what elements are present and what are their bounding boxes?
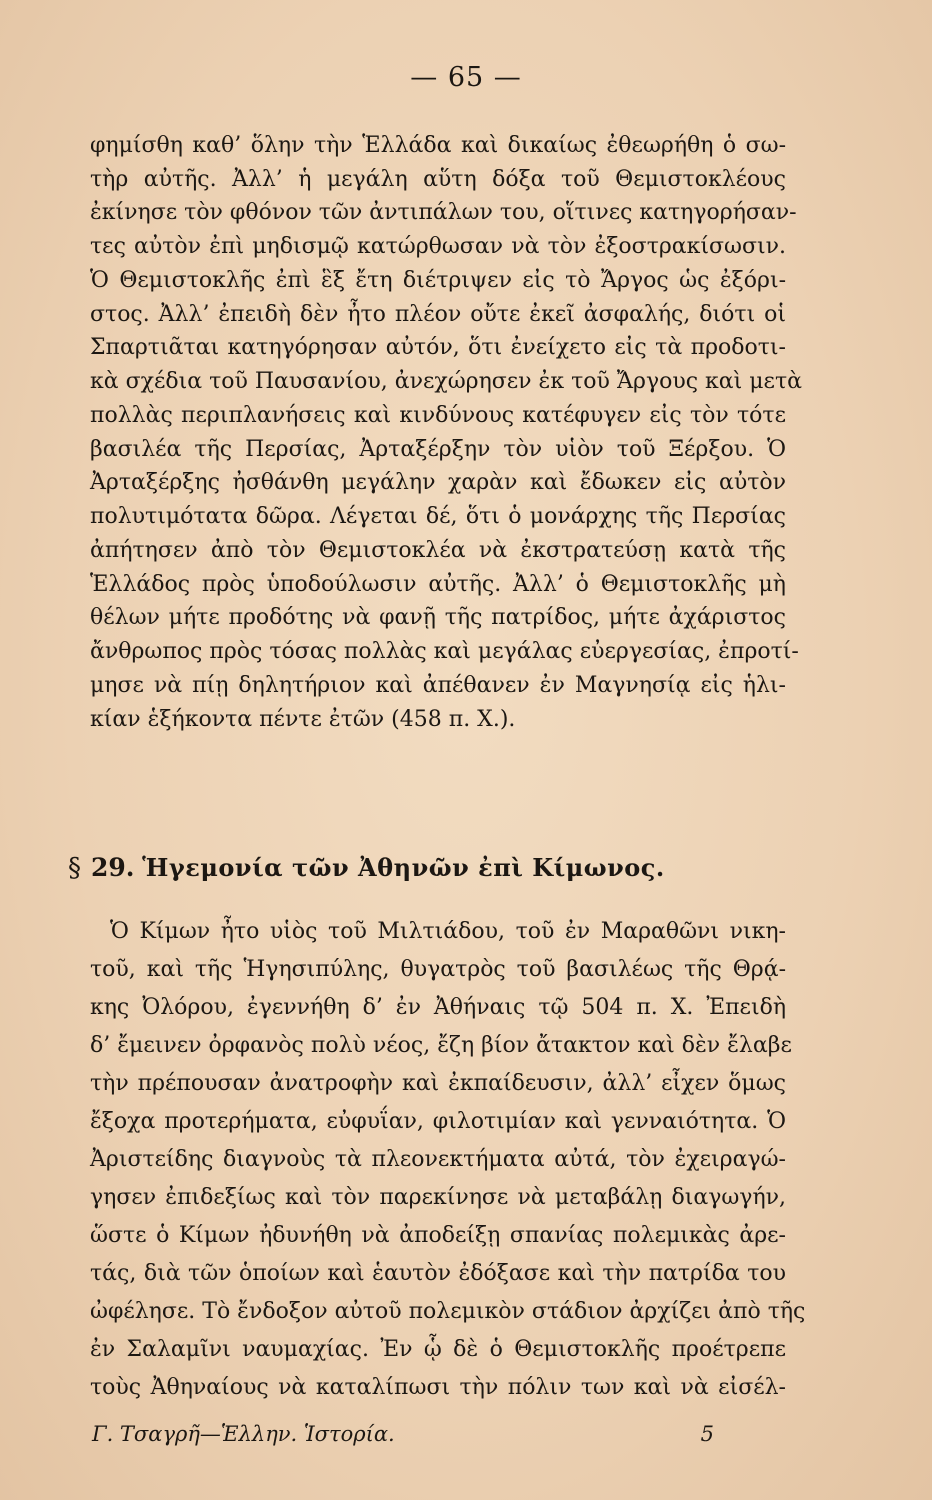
text-line: κὰ σχέδια τοῦ Παυσανίου, ἀνεχώρησεν ἐκ τοῦ Ἄργους καὶ μετὰ [90, 369, 802, 394]
text-line: βασιλέα τῆς Περσίας, Ἀρταξέρξην τὸν υἱὸν τοῦ Ξέρξου. Ὁ [90, 437, 786, 462]
page-number: — 65 — [410, 62, 522, 93]
text-line: ἔξοχα προτερήματα, εὐφυΐαν, φιλοτιμίαν καὶ γενναιότητα. Ὁ [90, 1109, 786, 1134]
text-line: κης Ὀλόρου, ἐγεννήθη δ’ ἐν Ἀθήναις τῷ 504 π. Χ. Ἐπειδὴ [90, 995, 786, 1020]
text-line: τοῦ, καὶ τῆς Ἡγησιπύλης, θυγατρὸς τοῦ βασιλέως τῆς Θρᾴ- [90, 957, 786, 982]
text-line: ὠφέλησε. Τὸ ἔνδοξον αὐτοῦ πολεμικὸν στάδιον ἀρχίζει ἀπὸ τῆς [90, 1299, 806, 1324]
section-title: Ἡγεμονία τῶν Ἀθηνῶν ἐπὶ Κίμωνος. [142, 853, 665, 882]
text-line: ἀπήτησεν ἀπὸ τὸν Θεμιστοκλέα νὰ ἐκστρατεύσῃ κατὰ τῆς [90, 538, 786, 563]
text-line: τὴρ αὐτῆς. Ἀλλ’ ἡ μεγάλη αὕτη δόξα τοῦ Θεμιστοκλέους [90, 167, 786, 192]
text-line: τες αὐτὸν ἐπὶ μηδισμῷ κατώρθωσαν νὰ τὸν ἐξοστρακίσωσιν. [90, 234, 786, 259]
text-line: ὥστε ὁ Κίμων ἠδυνήθη νὰ ἀποδείξῃ σπανίας πολεμικὰς ἀρε- [90, 1223, 786, 1248]
section-number: 29. [91, 853, 135, 882]
text-line: μησε νὰ πίῃ δηλητήριον καὶ ἀπέθανεν ἐν Μαγνησίᾳ εἰς ἡλι- [90, 673, 786, 698]
text-line: Ὁ Κίμων ἦτο υἱὸς τοῦ Μιλτιάδου, τοῦ ἐν Μαραθῶνι νικη- [110, 919, 786, 944]
signature-mark: 5 [700, 1422, 714, 1446]
section-heading [68, 852, 768, 884]
text-line: τὴν πρέπουσαν ἀνατροφὴν καὶ ἐκπαίδευσιν, ἀλλ’ εἶχεν ὅμως [90, 1071, 786, 1096]
text-line: στος. Ἀλλ’ ἐπειδὴ δὲν ἦτο πλέον οὔτε ἐκεῖ ἀσφαλής, διότι οἱ [90, 302, 786, 327]
text-line: δ’ ἔμεινεν ὀρφανὸς πολὺ νέος, ἔζη βίον ἄτακτον καὶ δὲν ἔλαβε [90, 1033, 792, 1058]
text-line: ἐκίνησε τὸν φθόνον τῶν ἀντιπάλων του, οἵτινες κατηγορήσαν- [90, 200, 797, 225]
text-line: Ἀριστείδης διαγνοὺς τὰ πλεονεκτήματα αὐτά, τὸν ἐχειραγώ- [90, 1147, 786, 1172]
text-line: γησεν ἐπιδεξίως καὶ τὸν παρεκίνησε νὰ μεταβάλῃ διαγωγήν, [90, 1185, 786, 1210]
text-line: Σπαρτιᾶται κατηγόρησαν αὐτόν, ὅτι ἐνείχετο εἰς τὰ προδοτι- [90, 335, 786, 360]
section-symbol: § [68, 853, 81, 883]
text-line: Ἑλλάδος πρὸς ὑποδούλωσιν αὐτῆς. Ἀλλ’ ὁ Θεμιστοκλῆς μὴ [90, 572, 786, 597]
text-line: τάς, διὰ τῶν ὁποίων καὶ ἑαυτὸν ἐδόξασε καὶ τὴν πατρίδα του [90, 1261, 786, 1286]
text-line: πολυτιμότατα δῶρα. Λέγεται δέ, ὅτι ὁ μονάρχης τῆς Περσίας [90, 504, 786, 529]
text-line: ἄνθρωπος πρὸς τόσας πολλὰς καὶ μεγάλας εὐεργεσίας, ἐπροτί- [90, 639, 799, 664]
text-line: φημίσθη καθ’ ὅλην τὴν Ἑλλάδα καὶ δικαίως ἐθεωρήθη ὁ σω- [90, 133, 786, 158]
text-line: τοὺς Ἀθηναίους νὰ καταλίπωσι τὴν πόλιν των καὶ νὰ εἰσέλ- [90, 1375, 786, 1400]
text-line: θέλων μήτε προδότης νὰ φανῇ τῆς πατρίδος, μήτε ἀχάριστος [90, 605, 786, 630]
footer-title: Γ. Τσαγρῆ—Ἑλλην. Ἱστορία. [92, 1422, 395, 1446]
text-line: κίαν ἑξήκοντα πέντε ἐτῶν (458 π. Χ.). [90, 707, 516, 732]
page-footer [92, 1422, 772, 1446]
text-line: ἐν Σαλαμῖνι ναυμαχίας. Ἐν ᾧ δὲ ὁ Θεμιστοκλῆς προέτρεπε [90, 1337, 786, 1362]
text-line: πολλὰς περιπλανήσεις καὶ κινδύνους κατέφυγεν εἰς τὸν τότε [90, 403, 786, 428]
text-line: Ὁ Θεμιστοκλῆς ἐπὶ ἓξ ἔτη διέτριψεν εἰς τὸ Ἄργος ὡς ἐξόρι- [90, 268, 786, 293]
text-line: Ἀρταξέρξης ἠσθάνθη μεγάλην χαρὰν καὶ ἔδωκεν εἰς αὐτὸν [90, 470, 786, 495]
